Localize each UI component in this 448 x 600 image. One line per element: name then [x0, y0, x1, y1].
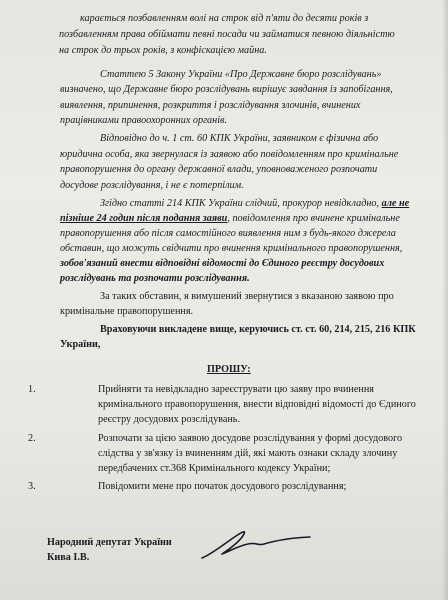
text-line: пізніше 24 годин після подання заяви, повідомлення про вчинене кримінальне [60, 213, 400, 224]
text-line-bold: зобов'язаний внести відповідні відомості до Єдиного реєстру досудових [60, 258, 385, 269]
text-line: Згідно статті 214 КПК України слідчий, прокурор невідкладно, але не [100, 198, 410, 209]
list-item-line: Повідомити мене про початок досудового розслідування; [98, 481, 347, 492]
text-line: карається позбавленням волі на строк від п'яти до десяти років з [80, 13, 369, 24]
text-line: працівниками правоохоронних органів. [60, 115, 228, 126]
text-line-bold: розслідувань та розпочати розслідування. [60, 273, 250, 284]
text-line: Статтею 5 Закону України «Про Державне бюро розслідувань» [100, 69, 382, 80]
text-line: За таких обставин, я вимушений звернутися з вказаною заявою про [100, 291, 394, 302]
page-edge-shadow [442, 0, 448, 600]
text-line: позбавленням права обіймати певні посади чи займатися певною діяльністю [59, 29, 395, 40]
signatory-name: Кива І.В. [47, 552, 90, 563]
text-line: правопорушення або після самостійного виявлення ним з будь-якого джерела [60, 228, 396, 239]
text-line: досудове розслідування, і не є потерпілим. [60, 180, 244, 191]
text-line: юридична особа, яка звернулася із заявою або повідомленням про кримінальне [60, 149, 399, 160]
list-number: 2. [28, 433, 36, 444]
text-line: правопорушення до органу державної влади, уповноваженого розпочати [60, 164, 378, 175]
list-number: 1. [28, 384, 36, 395]
text-line-bold: Враховуючи викладене вище, керуючись ст. ст. 60, 214, 215, 216 КПК [100, 324, 416, 335]
list-item-line: слідства у зв'язку із вчиненням дій, які мають ознаки складу злочину [98, 448, 398, 459]
handwritten-signature [198, 524, 318, 564]
list-item-line: Прийняти та невідкладно зареєструвати цю заяву про вчинення [98, 384, 374, 395]
heading-proshu: ПРОШУ: [207, 364, 251, 375]
list-item-line: передбачених ст.368 Кримінального кодексу України; [98, 463, 331, 474]
signatory-title: Народний депутат України [47, 537, 172, 548]
text-line: обставин, що можуть свідчити про вчинення кримінального правопорушення, [60, 243, 403, 254]
text-line: визначено, що Державне бюро розслідувань вирішує завдання із запобігання, [60, 84, 393, 95]
list-number: 3. [28, 481, 36, 492]
list-item-line: реєстру досудових розслідувань. [98, 414, 241, 425]
text-line: на строк до трьох років, з конфіскацією майна. [59, 45, 267, 56]
text-line: виявлення, припинення, розкриття і розслідування злочинів, вчинених [60, 100, 361, 111]
text-line-bold: України, [60, 339, 101, 350]
list-item-line: кримінального правопорушення, внести відповідні відомості до Єдиного [98, 399, 416, 410]
text-line: Відповідно до ч. 1 ст. 60 КПК України, заявником є фізична або [100, 133, 379, 144]
text-line: кримінальне правопорушення. [60, 306, 194, 317]
list-item-line: Розпочати за цією заявою досудове розслідування у формі досудового [98, 433, 403, 444]
